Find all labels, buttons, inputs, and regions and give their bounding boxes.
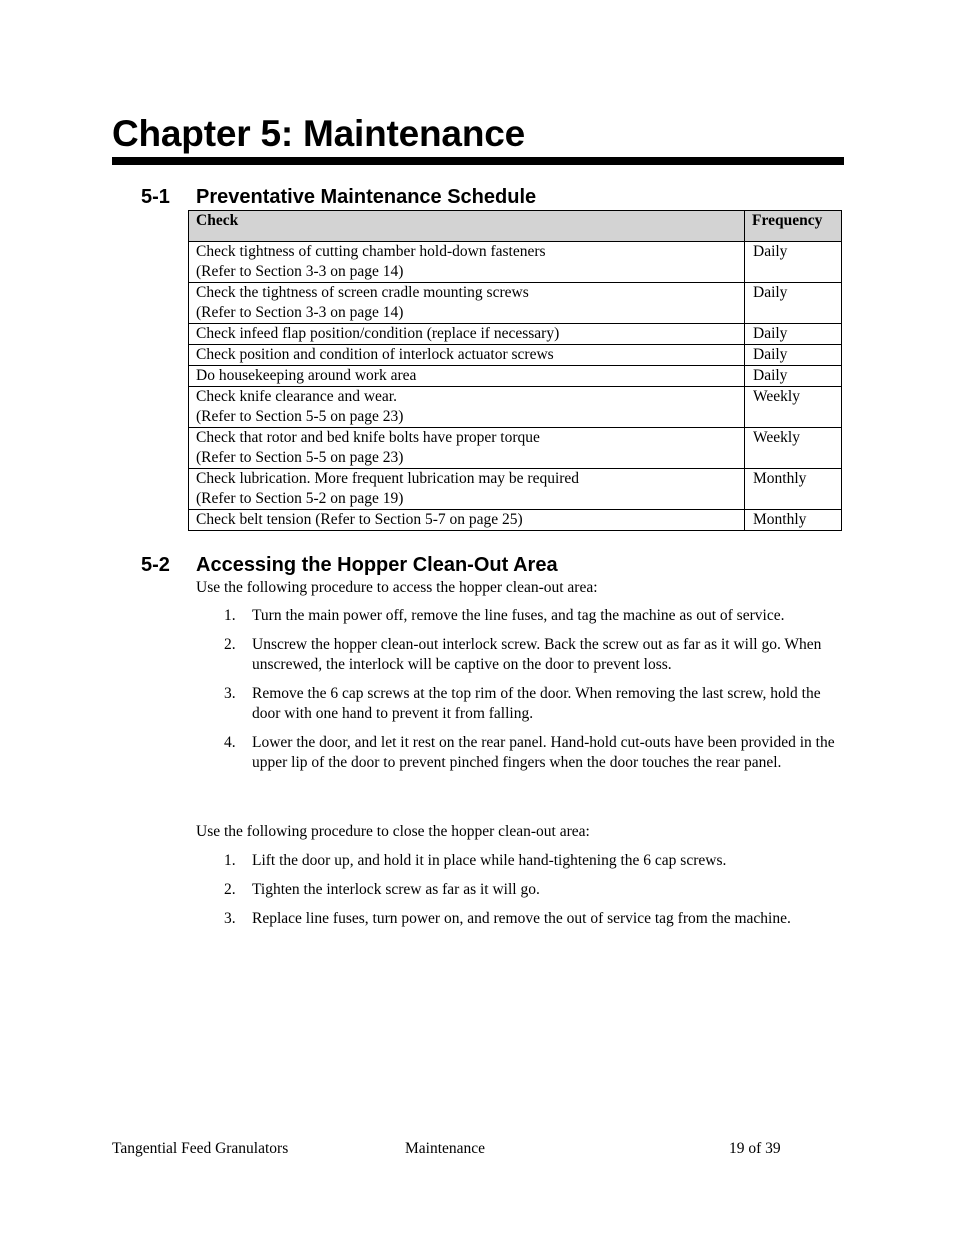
check-reference: (Refer to Section 3-3 on page 14)	[196, 263, 404, 280]
check-description: Do housekeeping around work area	[196, 367, 417, 384]
table-header-row	[189, 211, 842, 242]
check-cell	[189, 345, 745, 366]
check-cell	[189, 469, 745, 510]
section-title: Preventative Maintenance Schedule	[196, 186, 537, 208]
frequency-cell: Weekly	[745, 387, 842, 428]
check-cell	[189, 510, 745, 531]
check-description: Check knife clearance and wear.	[196, 388, 397, 405]
step-number: 1.	[224, 852, 236, 869]
step-text: Lower the door, and let it rest on the rear panel. Hand-hold cut-outs have been provided in the upper lip of the door to prevent pinched fingers when the door touches the rear panel.	[252, 734, 835, 771]
table-row	[189, 387, 842, 428]
frequency-cell: Monthly	[745, 510, 842, 531]
section-title: Accessing the Hopper Clean-Out Area	[196, 554, 558, 576]
check-reference: (Refer to Section 5-5 on page 23)	[196, 408, 404, 425]
footer-page-number: 19 of 39	[729, 1140, 781, 1157]
section-number: 5-2	[141, 554, 170, 576]
check-description: Check position and condition of interlock actuator screws	[196, 346, 554, 363]
step-number: 2.	[224, 636, 236, 653]
check-cell	[189, 428, 745, 469]
close-steps-list	[222, 851, 838, 938]
check-description: Check belt tension (Refer to Section 5-7 on page 25)	[196, 511, 523, 528]
section-heading-5-2	[141, 553, 558, 577]
check-description: Check tightness of cutting chamber hold-down fasteners	[196, 243, 546, 260]
step-number: 2.	[224, 881, 236, 898]
step-number: 1.	[224, 607, 236, 624]
procedure-step	[222, 909, 838, 929]
table-row	[189, 366, 842, 387]
step-text: Remove the 6 cap screws at the top rim of the door. When removing the last screw, hold the door with one hand to prevent it from falling.	[252, 685, 821, 722]
check-description: Check the tightness of screen cradle mounting screws	[196, 284, 529, 301]
table-row	[189, 428, 842, 469]
column-header-check: Check	[189, 211, 745, 242]
table-row	[189, 510, 842, 531]
check-description: Check infeed flap position/condition (replace if necessary)	[196, 325, 560, 342]
step-text: Lift the door up, and hold it in place while hand-tightening the 6 cap screws.	[252, 852, 727, 869]
check-reference: (Refer to Section 3-3 on page 14)	[196, 304, 404, 321]
step-text: Unscrew the hopper clean-out interlock screw. Back the screw out as far as it will go. When unscrewed, the interlock will be captive on the door to prevent loss.	[252, 636, 822, 673]
table-row	[189, 345, 842, 366]
frequency-cell: Weekly	[745, 428, 842, 469]
procedure-step	[222, 606, 838, 626]
table-row	[189, 283, 842, 324]
chapter-title: Chapter 5: Maintenance	[112, 113, 525, 154]
table-row	[189, 469, 842, 510]
access-procedure-intro: Use the following procedure to access the hopper clean-out area:	[196, 579, 598, 596]
frequency-cell: Daily	[745, 324, 842, 345]
step-number: 3.	[224, 685, 236, 702]
footer-document-title: Tangential Feed Granulators	[112, 1140, 289, 1157]
check-cell	[189, 387, 745, 428]
title-rule	[112, 157, 844, 165]
check-reference: (Refer to Section 5-2 on page 19)	[196, 490, 404, 507]
procedure-step	[222, 684, 838, 724]
check-cell	[189, 242, 745, 283]
column-header-frequency: Frequency	[745, 211, 842, 242]
procedure-step	[222, 851, 838, 871]
check-cell	[189, 366, 745, 387]
check-cell	[189, 283, 745, 324]
step-text: Turn the main power off, remove the line fuses, and tag the machine as out of service.	[252, 607, 785, 624]
table-row	[189, 324, 842, 345]
schedule-body	[189, 242, 842, 531]
frequency-cell: Daily	[745, 345, 842, 366]
procedure-step	[222, 733, 838, 773]
check-description: Check lubrication. More frequent lubrication may be required	[196, 470, 580, 487]
frequency-cell: Daily	[745, 366, 842, 387]
step-text: Tighten the interlock screw as far as it will go.	[252, 881, 540, 898]
step-number: 4.	[224, 734, 236, 751]
section-heading-5-1	[141, 185, 536, 209]
access-steps-list	[222, 606, 838, 782]
frequency-cell: Daily	[745, 242, 842, 283]
section-number: 5-1	[141, 186, 170, 208]
step-number: 3.	[224, 910, 236, 927]
table-row	[189, 242, 842, 283]
check-reference: (Refer to Section 5-5 on page 23)	[196, 449, 404, 466]
check-cell	[189, 324, 745, 345]
step-text: Replace line fuses, turn power on, and remove the out of service tag from the machine.	[252, 910, 791, 927]
frequency-cell: Monthly	[745, 469, 842, 510]
check-description: Check that rotor and bed knife bolts have proper torque	[196, 429, 540, 446]
close-procedure-intro: Use the following procedure to close the hopper clean-out area:	[196, 823, 590, 840]
procedure-step	[222, 880, 838, 900]
procedure-step	[222, 635, 838, 675]
footer-chapter-name: Maintenance	[405, 1140, 486, 1157]
frequency-cell: Daily	[745, 283, 842, 324]
maintenance-schedule-table	[188, 210, 842, 531]
